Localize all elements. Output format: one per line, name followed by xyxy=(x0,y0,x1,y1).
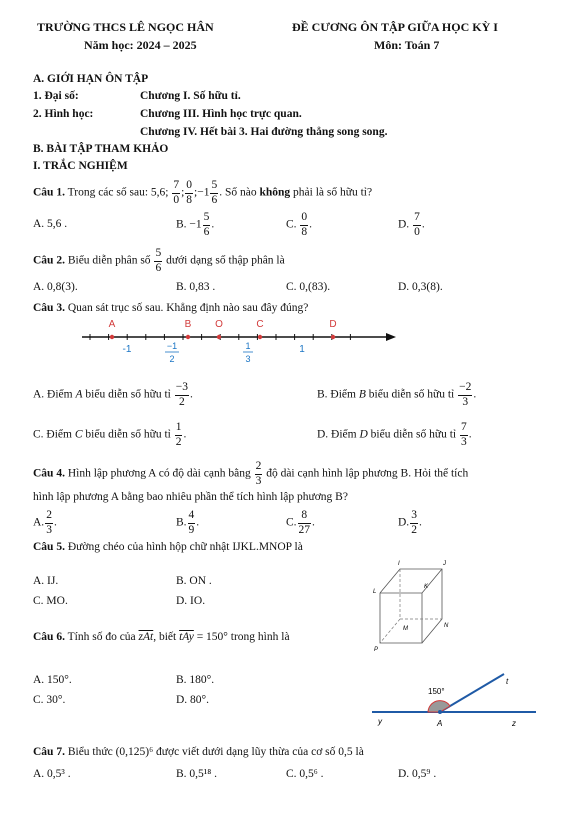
q6-option-b[interactable]: B. 180°. xyxy=(176,674,215,686)
q4-option-d[interactable]: D. $\frac{3}{2}$ . xyxy=(398,509,422,536)
point-a xyxy=(110,335,114,339)
q7-option-d[interactable]: D. 0,5⁹ . xyxy=(398,768,437,780)
point-o xyxy=(217,335,221,339)
q3-option-c[interactable]: C. Điểm C biểu diễn số hữu tỉ $\frac{1}{2}$ . xyxy=(33,421,187,448)
label-z: z xyxy=(512,719,516,728)
point-c xyxy=(258,335,262,339)
section-a-row1-value: Chương I. Số hữu tỉ. xyxy=(140,90,241,102)
svg-text:1: 1 xyxy=(245,341,251,351)
exam-title: ĐỀ CƯƠNG ÔN TẬP GIỮA HỌC KỲ I xyxy=(292,20,498,34)
question-4-line1: Câu 4. Hình lập phương A có độ dài cạnh bằng $\frac{2}{3}$ độ dài cạnh hình lập phương B. Hỏi thể tích xyxy=(33,460,469,487)
exam-subject: Môn: Toán 7 xyxy=(374,38,440,52)
q5-option-b[interactable]: B. ON . xyxy=(176,575,212,587)
q6-option-a[interactable]: A. 150°. xyxy=(33,674,72,686)
q5-option-d[interactable]: D. IO. xyxy=(176,595,206,607)
q5-option-a[interactable]: A. IJ. xyxy=(33,575,59,587)
section-a-row3-value: Chương IV. Hết bài 3. Hai đường thẳng song song. xyxy=(140,126,388,138)
vertex-n: N xyxy=(444,623,449,629)
point-label-c: C xyxy=(256,319,264,330)
q2-option-a[interactable]: A. 0,8(3). xyxy=(33,281,78,293)
svg-text:3: 3 xyxy=(245,354,251,364)
question-6: Câu 6. Tính số đo của $\overline{zAt}$, biết $\overline{tAy} = 150^\circ$ trong hình là xyxy=(33,631,290,643)
q1-option-b[interactable]: B. −1 $\frac{5}{6}$ . xyxy=(176,211,215,238)
point-label-o: O xyxy=(215,319,223,330)
angle-figure xyxy=(366,670,546,730)
section-a-row1-label: 1. Đại số: xyxy=(33,90,79,102)
tick-label-one-third xyxy=(243,341,253,364)
point-label-b: B xyxy=(184,319,192,330)
label-a: A xyxy=(437,719,443,728)
q7-option-b[interactable]: B. 0,5¹⁸ . xyxy=(176,768,218,780)
tick-label-minus-half xyxy=(165,341,179,364)
point-label-a: A xyxy=(108,319,116,330)
school-name: TRƯỜNG THCS LÊ NGỌC HÂN xyxy=(37,20,214,34)
section-a-row2-label: 2. Hình học: xyxy=(33,108,94,120)
q6-option-c[interactable]: C. 30°. xyxy=(33,694,66,706)
q1-option-a[interactable]: A. 5,6 . xyxy=(33,218,68,230)
tick-label-1: 1 xyxy=(299,344,305,355)
question-4-line2: hình lập phương A bằng bao nhiêu phần thể tích hình lập phương B? xyxy=(33,491,348,503)
svg-text:−1: −1 xyxy=(166,341,178,351)
angle-label: 150° xyxy=(428,687,445,696)
point-label-d: D xyxy=(329,319,337,330)
section-a-row2-value: Chương III. Hình học trực quan. xyxy=(140,108,302,120)
q4-option-b[interactable]: B. $\frac{4}{9}$ . xyxy=(176,509,200,536)
label-y: y xyxy=(378,717,382,726)
question-7: Câu 7. Biểu thức (0,125)⁶ được viết dưới dạng lũy thừa của cơ số 0,5 là xyxy=(33,746,364,758)
q4-option-c[interactable]: C. $\frac{8}{27}$ . xyxy=(286,509,315,536)
vertex-l: L xyxy=(373,589,377,595)
vertex-j: J xyxy=(443,561,446,567)
q4-option-a[interactable]: A. $\frac{2}{3}$ . xyxy=(33,509,57,536)
question-3: Câu 3. Quan sát trục số sau. Khẳng định nào sau đây đúng? xyxy=(33,302,309,314)
label-t: t xyxy=(506,677,509,686)
box-hidden-edge xyxy=(380,619,400,643)
q2-option-d[interactable]: D. 0,3(8). xyxy=(398,281,443,293)
number-line xyxy=(80,316,400,374)
svg-text:2: 2 xyxy=(169,354,175,364)
school-year: Năm học: 2024 – 2025 xyxy=(84,38,197,52)
number-line-arrow xyxy=(386,333,396,341)
point-a-vertex xyxy=(438,710,442,714)
point-d xyxy=(331,335,335,339)
q1-option-c[interactable]: C. $\frac{0}{8}$ . xyxy=(286,211,313,238)
q7-option-a[interactable]: A. 0,5³ . xyxy=(33,768,71,780)
question-1: Câu 1. Trong các số sau: 5,6; $\frac{7}{0}$ ; $\frac{0}{8}$ ;−1 $\frac{5}{6}$ . Số nào không phải là số hữu tỉ? xyxy=(33,179,373,206)
q6-option-d[interactable]: D. 80°. xyxy=(176,694,210,706)
vertex-i: I xyxy=(398,561,400,567)
section-b-sub: I. TRẮC NGHIỆM xyxy=(33,160,128,172)
q3-option-b[interactable]: B. Điểm B biểu diễn số hữu tỉ $\frac{-2}{3}$ . xyxy=(317,381,477,408)
q2-option-b[interactable]: B. 0,83 . xyxy=(176,281,216,293)
q5-option-c[interactable]: C. MO. xyxy=(33,595,68,607)
section-a-title: A. GIỚI HẠN ÔN TẬP xyxy=(33,73,149,85)
tick-label-minus-1: -1 xyxy=(122,344,132,355)
question-2: Câu 2. Biểu diễn phân số $\frac{5}{6}$ dưới dạng số thập phân là xyxy=(33,247,285,274)
section-b-title: B. BÀI TẬP THAM KHẢO xyxy=(33,143,169,155)
q3-option-d[interactable]: D. Điểm D biểu diễn số hữu tỉ $\frac{7}{3}$ . xyxy=(317,421,472,448)
q1-option-d[interactable]: D. $\frac{7}{0}$ . xyxy=(398,211,425,238)
vertex-k: K xyxy=(424,584,429,590)
box-figure xyxy=(370,555,470,655)
q7-option-c[interactable]: C. 0,5⁶ . xyxy=(286,768,324,780)
question-5: Câu 5. Đường chéo của hình hộp chữ nhật IJKL.MNOP là xyxy=(33,541,303,553)
q2-option-c[interactable]: C. 0,(83). xyxy=(286,281,331,293)
vertex-m: M xyxy=(403,626,408,632)
q3-option-a[interactable]: A. Điểm A biểu diễn số hữu tỉ $\frac{-3}{2}$ . xyxy=(33,381,193,408)
point-b xyxy=(186,335,190,339)
vertex-p: P xyxy=(374,647,379,653)
